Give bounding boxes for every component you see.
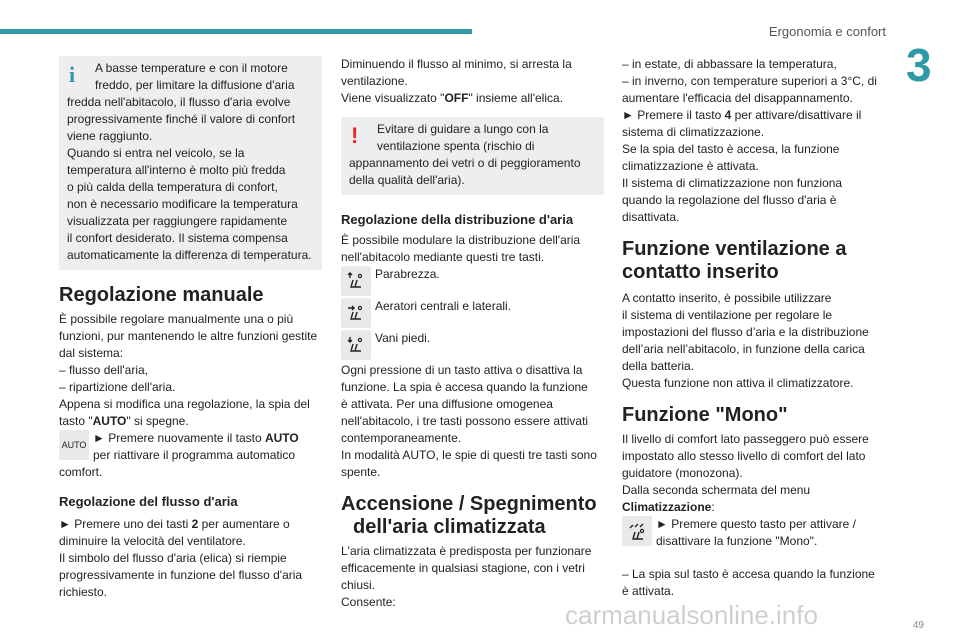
- body-line: ► Premere uno dei tasti 2 per aumentare o: [59, 517, 290, 531]
- body-line: dell’aria nell’abitacolo, in funzione della carica: [622, 342, 865, 356]
- heading-air-flow: Regolazione del flusso d'aria: [59, 494, 238, 509]
- windscreen-air-icon: [341, 266, 371, 296]
- body-line: progressivamente in funzione del flusso d'aria: [59, 568, 303, 582]
- body-line: sistema di climatizzazione.: [622, 125, 765, 139]
- body-line: aumentare l'efficacia del disappannamento.: [622, 91, 853, 105]
- body-line: il sistema di ventilazione per regolare le: [622, 308, 833, 322]
- info-text-line: visualizzata per raggiungere rapidamente: [67, 214, 288, 228]
- warning-text-line: Evitare di guidare a lungo con la: [377, 122, 549, 136]
- body-line: Il sistema di climatizzazione non funziona: [622, 176, 843, 190]
- body-line: funzione. La spia è accesa quando la funzione: [341, 380, 588, 394]
- body-line: Dalla seconda schermata del menu: [622, 483, 811, 497]
- mono-step: ► Premere questo tasto per attivare / disattivare la funzione "Mono".: [622, 516, 885, 550]
- body-line: Il simbolo del flusso d'aria (elica) si riempie: [59, 551, 287, 565]
- info-text-line: fredda nell'abitacolo, il flusso d'aria evolve: [67, 95, 291, 109]
- body-line: – La spia sul tasto è accesa quando la funzione: [622, 567, 875, 581]
- info-text-line: o più calda della temperatura di confort,: [67, 180, 278, 194]
- info-text-line: viene raggiunto.: [67, 129, 153, 143]
- info-box: [59, 56, 322, 270]
- body-line: della batteria.: [622, 359, 695, 373]
- column-3: [622, 56, 885, 600]
- body-line: Questa funzione non attiva il climatizzatore.: [622, 376, 854, 390]
- info-text-line: A basse temperature e con il motore: [95, 61, 288, 75]
- body-line: chiusi.: [341, 578, 376, 592]
- warning-icon: !: [351, 123, 359, 148]
- body-line: spente.: [341, 465, 381, 479]
- body-line: È possibile regolare manualmente una o più: [59, 312, 294, 326]
- info-text-line: temperatura all'interno è molto più fredda: [67, 163, 286, 177]
- body-line: tasto "AUTO" si spegne.: [59, 414, 189, 428]
- body-line: A contatto inserito, è possibile utilizzare: [622, 291, 832, 305]
- mono-button-icon: [622, 516, 652, 546]
- body-line: – in inverno, con temperature superiori a 3°C, di: [622, 74, 877, 88]
- body-line: – flusso dell'aria,: [59, 363, 149, 377]
- warning-text-line: ventilazione spenta (rischio di: [377, 139, 535, 153]
- heading-air-distribution: Regolazione della distribuzione d'aria: [341, 212, 574, 227]
- body-line: diminuire la velocità del ventilatore.: [59, 534, 246, 548]
- body-line: L'aria climatizzata è predisposta per funzionare: [341, 544, 592, 558]
- header-accent-bar: [0, 29, 472, 34]
- info-text-line: il confort desiderato. Il sistema compensa: [67, 231, 288, 245]
- section-title: Ergonomia e confort: [768, 24, 886, 39]
- heading-mono: Funzione "Mono": [622, 404, 788, 426]
- body-line: comfort.: [59, 465, 103, 479]
- body-line: Climatizzazione:: [622, 500, 715, 514]
- info-text-line: Quando si entra nel veicolo, se la: [67, 146, 245, 160]
- warning-text-line: appannamento dei vetri o di peggioramento: [349, 156, 581, 170]
- body-line: Ogni pressione di un tasto attiva o disattiva la: [341, 363, 583, 377]
- distribution-item: Vani piedi.: [341, 330, 604, 360]
- page-number: 49: [912, 620, 924, 631]
- warning-box: [341, 117, 604, 195]
- body-line: climatizzazione è attivata.: [622, 159, 759, 173]
- body-line: è attivata.: [622, 584, 675, 598]
- column-1: [59, 56, 322, 601]
- body-line: Diminuendo il flusso al minimo, si arresta la: [341, 57, 572, 71]
- auto-button-icon: AUTO: [59, 430, 89, 460]
- body-line: contemporaneamente.: [341, 431, 462, 445]
- body-line: Viene visualizzato "OFF" insieme all'elica.: [341, 91, 564, 105]
- auto-step: AUTO ► Premere nuovamente il tasto AUTO per riattivare il programma automatico: [59, 430, 322, 464]
- body-line: – ripartizione dell'aria.: [59, 380, 176, 394]
- body-line: guidatore (monozona).: [622, 466, 743, 480]
- warning-text-line: della qualità dell'aria).: [349, 173, 465, 187]
- watermark: carmanualsonline.info: [565, 600, 818, 630]
- body-line: impostato allo stesso livello di comfort del lato: [622, 449, 866, 463]
- body-line: Consente:: [341, 595, 396, 609]
- body-line: è attivata. Per una diffusione omogenea: [341, 397, 553, 411]
- body-line: funzioni, pur mantenendo le altre funzioni gestite: [59, 329, 318, 343]
- chapter-number: 3: [906, 39, 932, 91]
- column-2: [341, 56, 604, 611]
- info-icon: i: [69, 62, 76, 87]
- heading-ventilation: Funzione ventilazione a contatto inserito: [622, 238, 847, 283]
- distribution-item: Aeratori centrali e laterali.: [341, 298, 604, 328]
- body-line: richiesto.: [59, 585, 108, 599]
- info-text-line: non è necessario modificare la temperatura: [67, 197, 298, 211]
- body-line: nell'abitacolo mediante questi tre tasti.: [341, 250, 545, 264]
- body-line: impostazioni del flusso d’aria e la distribuzione: [622, 325, 869, 339]
- info-text-line: progressivamente finché il valore di confort: [67, 112, 296, 126]
- footwell-air-icon: [341, 330, 371, 360]
- distribution-item: Parabrezza.: [341, 266, 604, 296]
- body-line: In modalità AUTO, le spie di questi tre tasti sono: [341, 448, 597, 462]
- info-text-line: freddo, per limitare la diffusione d'aria: [95, 78, 295, 92]
- body-line: quando la regolazione del flusso d'aria è: [622, 193, 837, 207]
- body-line: Se la spia del tasto è accesa, la funzione: [622, 142, 840, 156]
- body-line: ► Premere il tasto 4 per attivare/disattivare il: [622, 108, 862, 122]
- body-line: dal sistema:: [59, 346, 124, 360]
- body-line: disattivata.: [622, 210, 680, 224]
- body-line: È possibile modulare la distribuzione dell'aria: [341, 233, 581, 247]
- heading-manual-adjust: Regolazione manuale: [59, 284, 264, 306]
- body-line: – in estate, di abbassare la temperatura,: [622, 57, 837, 71]
- body-line: efficacemente in qualsiasi stagione, con i vetri: [341, 561, 585, 575]
- body-line: Il livello di comfort lato passeggero può essere: [622, 432, 869, 446]
- central-vents-icon: [341, 298, 371, 328]
- body-line: nell'abitacolo, i tre tasti possono essere attivati: [341, 414, 589, 428]
- body-line: ventilazione.: [341, 74, 408, 88]
- body-line: Appena si modifica una regolazione, la spia del: [59, 397, 310, 411]
- info-text-line: automaticamente la differenza di temperatura.: [67, 248, 312, 262]
- heading-ac-on-off: Accensione / Spegnimento dell'aria climatizzata: [341, 493, 597, 538]
